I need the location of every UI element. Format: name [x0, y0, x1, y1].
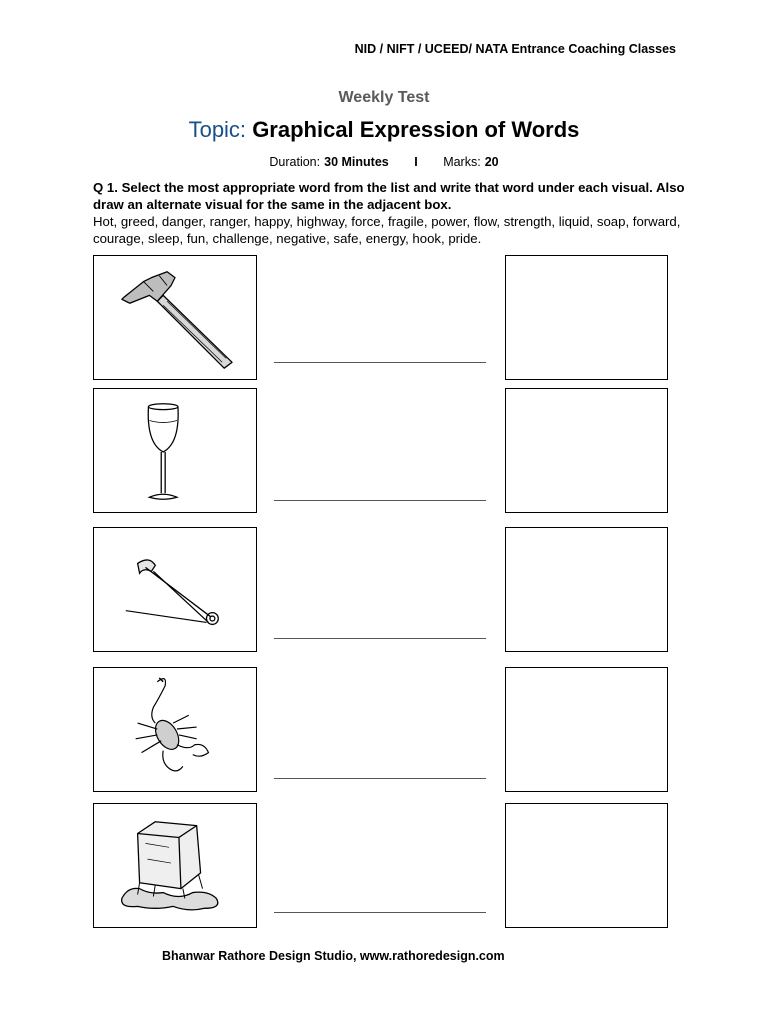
draw-box-4[interactable] — [505, 667, 668, 792]
answer-line-4[interactable] — [274, 778, 486, 779]
melting-ice-cube-icon — [94, 804, 256, 927]
marks-value: 20 — [484, 155, 499, 169]
hammer-icon — [94, 256, 256, 379]
page-title — [0, 117, 768, 143]
visual-box-4 — [93, 667, 257, 792]
word-list: Hot, greed, danger, ranger, happy, highway, force, fragile, power, flow, strength, liquid, soap, forward, courage, sleep, fun, challenge, negative, safe, energy, hook, pride. — [93, 214, 681, 246]
title-prefix: Topic: — [188, 117, 247, 142]
visual-box-1 — [93, 255, 257, 380]
question-text: Q 1. Select the most appropriate word from the list and write that word under each visual. Also draw an alternate visual for the same in the adjacent box. — [93, 180, 685, 212]
question-block — [93, 179, 693, 247]
page-footer: Bhanwar Rathore Design Studio, www.rathoredesign.com — [162, 949, 505, 963]
visual-box-5 — [93, 803, 257, 928]
answer-line-5[interactable] — [274, 912, 486, 913]
draw-box-1[interactable] — [505, 255, 668, 380]
duration-value: 30 Minutes — [324, 155, 389, 169]
marks-label: Marks: — [443, 155, 481, 169]
test-subtitle: Weekly Test — [338, 89, 430, 106]
answer-line-2[interactable] — [274, 500, 486, 501]
draw-box-5[interactable] — [505, 803, 668, 928]
duration-label: Duration: — [269, 155, 321, 169]
answer-line-1[interactable] — [274, 362, 486, 363]
answer-line-3[interactable] — [274, 638, 486, 639]
safety-pin-icon — [94, 528, 256, 651]
draw-box-2[interactable] — [505, 388, 668, 513]
scorpion-icon — [94, 668, 256, 791]
wine-glass-icon — [94, 389, 256, 512]
page-header: NID / NIFT / UCEED/ NATA Entrance Coaching Classes — [354, 42, 676, 56]
meta-separator: I — [414, 155, 418, 169]
test-meta — [0, 155, 768, 169]
title-main: Graphical Expression of Words — [252, 117, 580, 142]
visual-box-2 — [93, 388, 257, 513]
draw-box-3[interactable] — [505, 527, 668, 652]
visual-box-3 — [93, 527, 257, 652]
